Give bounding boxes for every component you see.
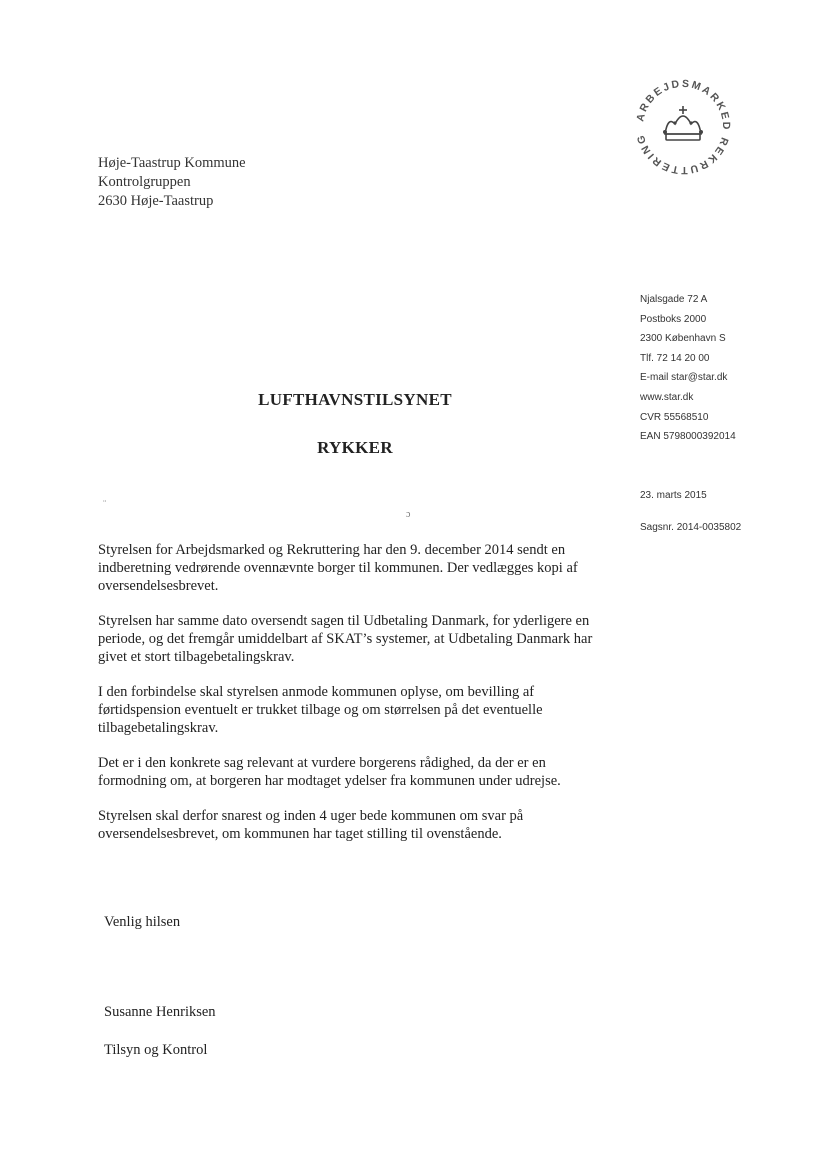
- closing-greeting: Venlig hilsen: [104, 914, 181, 930]
- case-number: Sagsnr. 2014-0035802: [640, 522, 742, 533]
- sender-web: www.star.dk: [640, 391, 694, 403]
- signature-department: Tilsyn og Kontrol: [104, 1042, 208, 1058]
- signature-name: Susanne Henriksen: [104, 1004, 216, 1020]
- body-paragraph-3: I den forbindelse skal styrelsen anmode kommunen oplyse, om bevilling af førtidspension eventuelt er trukket tilbage og om størrelsen på det eventuelle tilbagebetalingskrav.: [98, 684, 543, 736]
- body-paragraph-2: Styrelsen har samme dato oversendt sagen til Udbetaling Danmark, for yderligere en periode, og det fremgår umiddelbart af SKAT’s systemer, at Udbetaling Danmark har givet et stort tilbagebetalingskrav.: [98, 613, 593, 665]
- recipient-department: Kontrolgruppen: [98, 174, 191, 190]
- sender-city: 2300 København S: [640, 333, 726, 345]
- document-subtitle: RYKKER: [317, 438, 393, 457]
- sender-pobox: Postboks 2000: [640, 313, 707, 325]
- scan-speck: ɔ: [406, 509, 411, 520]
- sender-phone: Tlf. 72 14 20 00: [640, 352, 710, 364]
- recipient-name: Høje-Taastrup Kommune: [98, 155, 246, 171]
- svg-text:ARBEJDSMARKED REKRUTTERING: [634, 78, 732, 176]
- sender-info: [640, 290, 736, 447]
- logo-ring-text: ARBEJDSMARKED REKRUTTERING: [634, 77, 733, 177]
- crown-logo-icon: [628, 72, 738, 182]
- document-title: LUFTHAVNSTILSYNET: [258, 390, 452, 409]
- recipient-city: 2630 Høje-Taastrup: [98, 193, 214, 209]
- recipient-address: [98, 154, 246, 211]
- sender-email: E-mail star@star.dk: [640, 372, 728, 384]
- letter-date: 23. marts 2015: [640, 490, 707, 501]
- body-paragraph-5: Styrelsen skal derfor snarest og inden 4 uger bede kommunen om svar på oversendelsesbrevet, om kommunen har taget stilling til ovenstående.: [98, 808, 524, 842]
- sender-cvr: CVR 55568510: [640, 411, 709, 423]
- body-paragraph-1: Styrelsen for Arbejdsmarked og Rekruttering har den 9. december 2014 sendt en indberetning vedrørende ovennævnte borger til kommunen. Der vedlægges kopi af oversendelsesbrevet.: [98, 542, 578, 594]
- scan-speck: ¨: [103, 499, 107, 510]
- letter-body: [98, 541, 608, 860]
- sender-street: Njalsgade 72 A: [640, 294, 708, 305]
- sender-ean: EAN 5798000392014: [640, 431, 736, 443]
- body-paragraph-4: Det er i den konkrete sag relevant at vurdere borgerens rådighed, da der er en formodning om, at borgeren har modtaget ydelser fra kommunen under udrejse.: [98, 755, 561, 789]
